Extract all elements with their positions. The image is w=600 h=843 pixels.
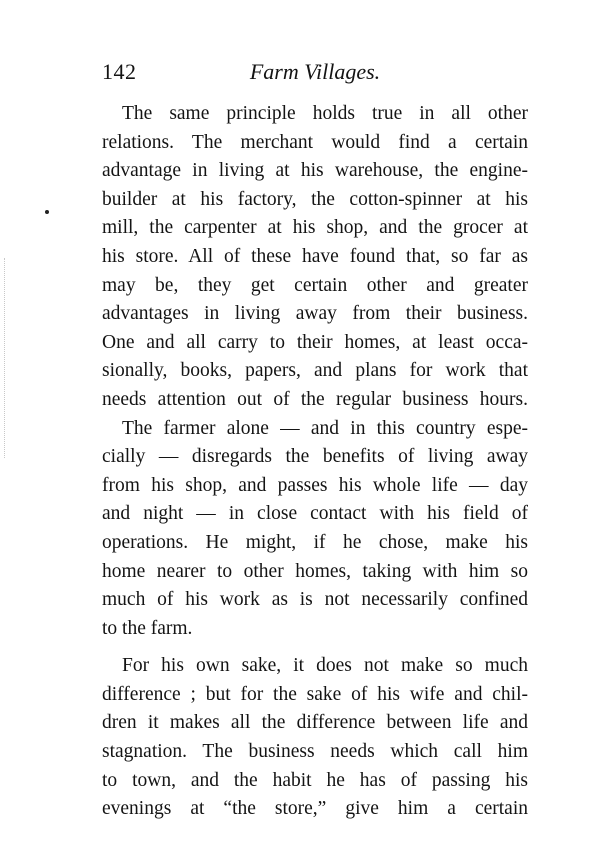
text-line: dren it makes all the difference between life and [102,712,528,734]
page-header [102,56,528,88]
ink-speck [45,210,49,214]
text-line: advantage in living at his warehouse, the engine- [102,160,528,182]
text-line: evenings at “the store,” give him a certain [102,798,528,820]
text-line: cially — disregards the benefits of living away [102,446,528,468]
text-line: and night — in close contact with his field of [102,503,528,525]
text-line: from his shop, and passes his whole life — day [102,474,528,496]
body-text [102,100,528,824]
text-line: home nearer to other homes, taking with him so [102,560,528,582]
text-line: to town, and the habit he has of passing his [102,769,528,791]
text-line: stagnation. The business needs which call him [102,741,528,763]
text-line: difference ; but for the sake of his wife and chil- [102,683,528,705]
text-line: to the farm. [102,617,193,639]
text-line: mill, the carpenter at his shop, and the grocer at [102,217,528,239]
text-line: builder at his factory, the cotton-spinner at his [102,188,528,210]
text-line: The same principle holds true in all other [122,103,528,124]
text-line: needs attention out of the regular business hours. [102,388,528,410]
text-line: For his own sake, it does not make so much [122,655,528,677]
paragraph-1 [102,100,528,415]
text-line: much of his work as is not necessarily confined [102,589,528,611]
paragraph-gap [102,643,528,652]
page-number: 142 [102,59,137,84]
paragraph-2 [102,415,528,644]
text-line: operations. He might, if he chose, make his [102,531,528,553]
text-line: his store. All of these have found that, so far as [102,245,528,267]
text-line: sionally, books, papers, and plans for work that [102,360,528,382]
text-line: relations. The merchant would find a certain [102,131,528,153]
text-line: advantages in living away from their business. [102,303,528,325]
text-line: One and all carry to their homes, at least occa- [102,331,528,353]
text-line: The farmer alone — and in this country espe- [122,417,528,439]
text-line: may be, they get certain other and greater [102,274,528,296]
running-title: Farm Villages. [249,59,381,84]
paragraph-3 [102,652,528,824]
gutter-mark [4,258,6,458]
